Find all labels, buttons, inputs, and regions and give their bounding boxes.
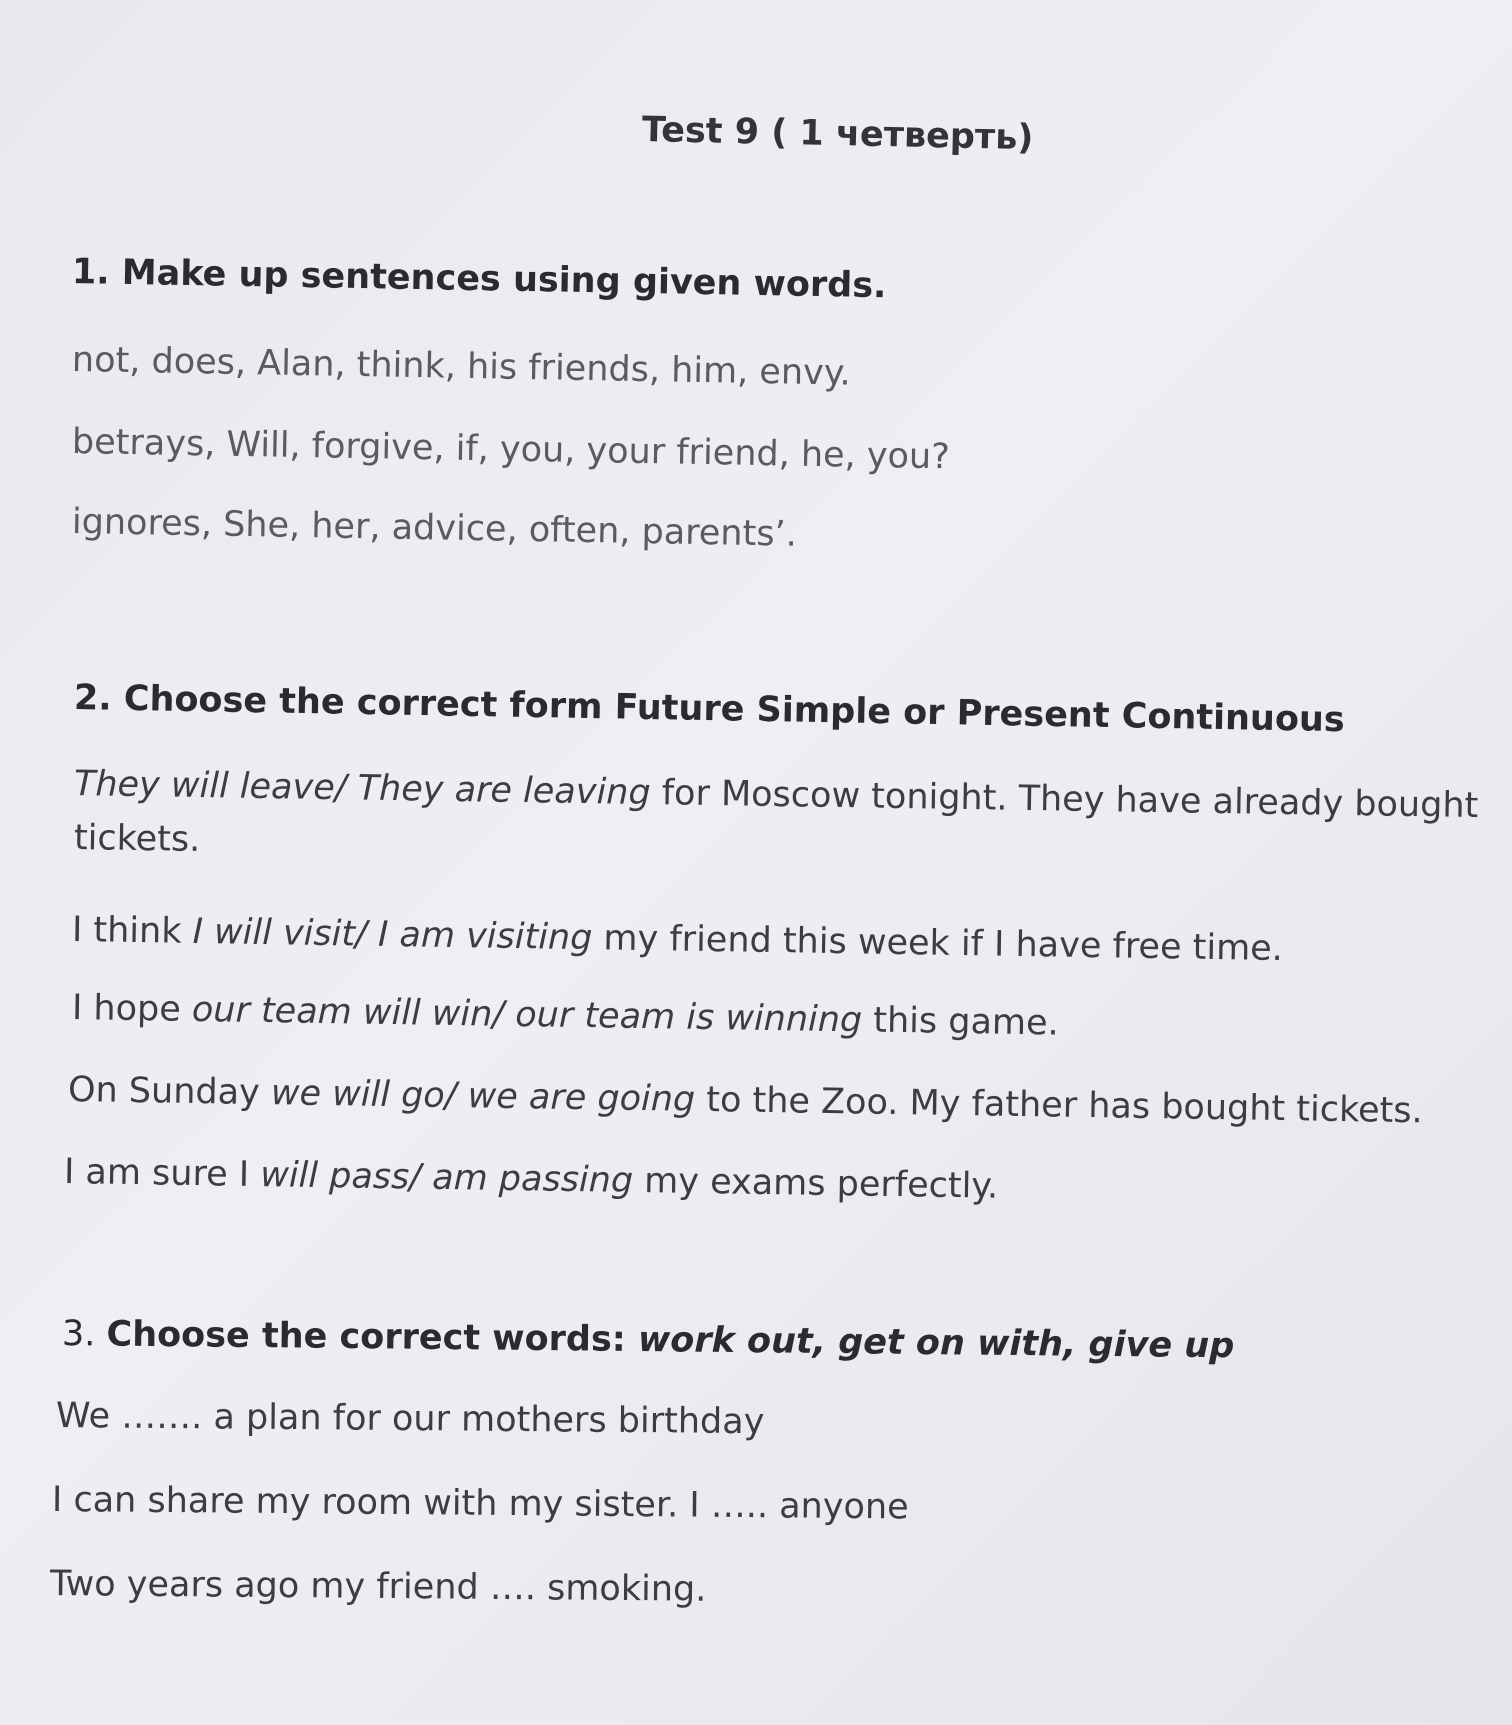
section-2-item <box>72 908 1284 971</box>
section-3-item: I can share my room with my sister. I ….. anyone <box>51 1480 909 1528</box>
section-1-heading: 1. Make up sentences using given words. <box>71 252 887 307</box>
section-2-item-continuation: tickets. <box>73 818 201 860</box>
section-2-heading: 2. Choose the correct form Future Simple or Present Continuous <box>73 678 1346 741</box>
section-1-item: ignores, She, her, advice, often, parents’. <box>71 502 798 555</box>
section-3-heading-text: Choose the correct words: <box>106 1314 639 1361</box>
section-1-item: not, does, Alan, think, his friends, him, envy. <box>71 340 851 394</box>
section-2-item <box>64 1150 999 1209</box>
section-3-heading <box>62 1312 1235 1368</box>
item-choice: will pass/ am passing <box>259 1155 634 1201</box>
item-prefix: I think <box>71 910 193 952</box>
item-suffix: my exams perfectly. <box>632 1160 999 1207</box>
item-choice: They will leave/ They are leaving <box>73 764 651 814</box>
item-choice: our team will win/ our team is winning <box>191 989 863 1041</box>
item-choice: I will visit/ I am visiting <box>192 911 593 959</box>
section-3-item: Two years ago my friend …. smoking. <box>49 1564 707 1610</box>
item-suffix: this game. <box>861 1000 1060 1044</box>
item-prefix: I am sure I <box>63 1152 261 1196</box>
section-2-item <box>68 1068 1423 1133</box>
item-suffix: my friend this week if I have free time. <box>592 918 1284 970</box>
section-1-item: betrays, Will, forgive, if, you, your friend, he, you? <box>71 422 951 478</box>
item-suffix: to the Zoo. My father has bought tickets. <box>694 1079 1423 1132</box>
page-title: Test 9 ( 1 четверть) <box>641 110 1034 159</box>
section-2-item <box>74 762 1479 828</box>
item-prefix: I hope <box>71 988 193 1030</box>
section-3-number: 3. <box>61 1314 107 1355</box>
item-suffix: for Moscow tonight. They have already bought <box>650 773 1479 827</box>
section-2-item <box>72 986 1059 1045</box>
section-3-item: We ……. a plan for our mothers birthday <box>55 1396 765 1443</box>
item-choice: we will go/ we are going <box>270 1073 696 1120</box>
item-prefix: On Sunday <box>67 1070 272 1114</box>
section-3-word-list: work out, get on with, give up <box>637 1320 1235 1367</box>
